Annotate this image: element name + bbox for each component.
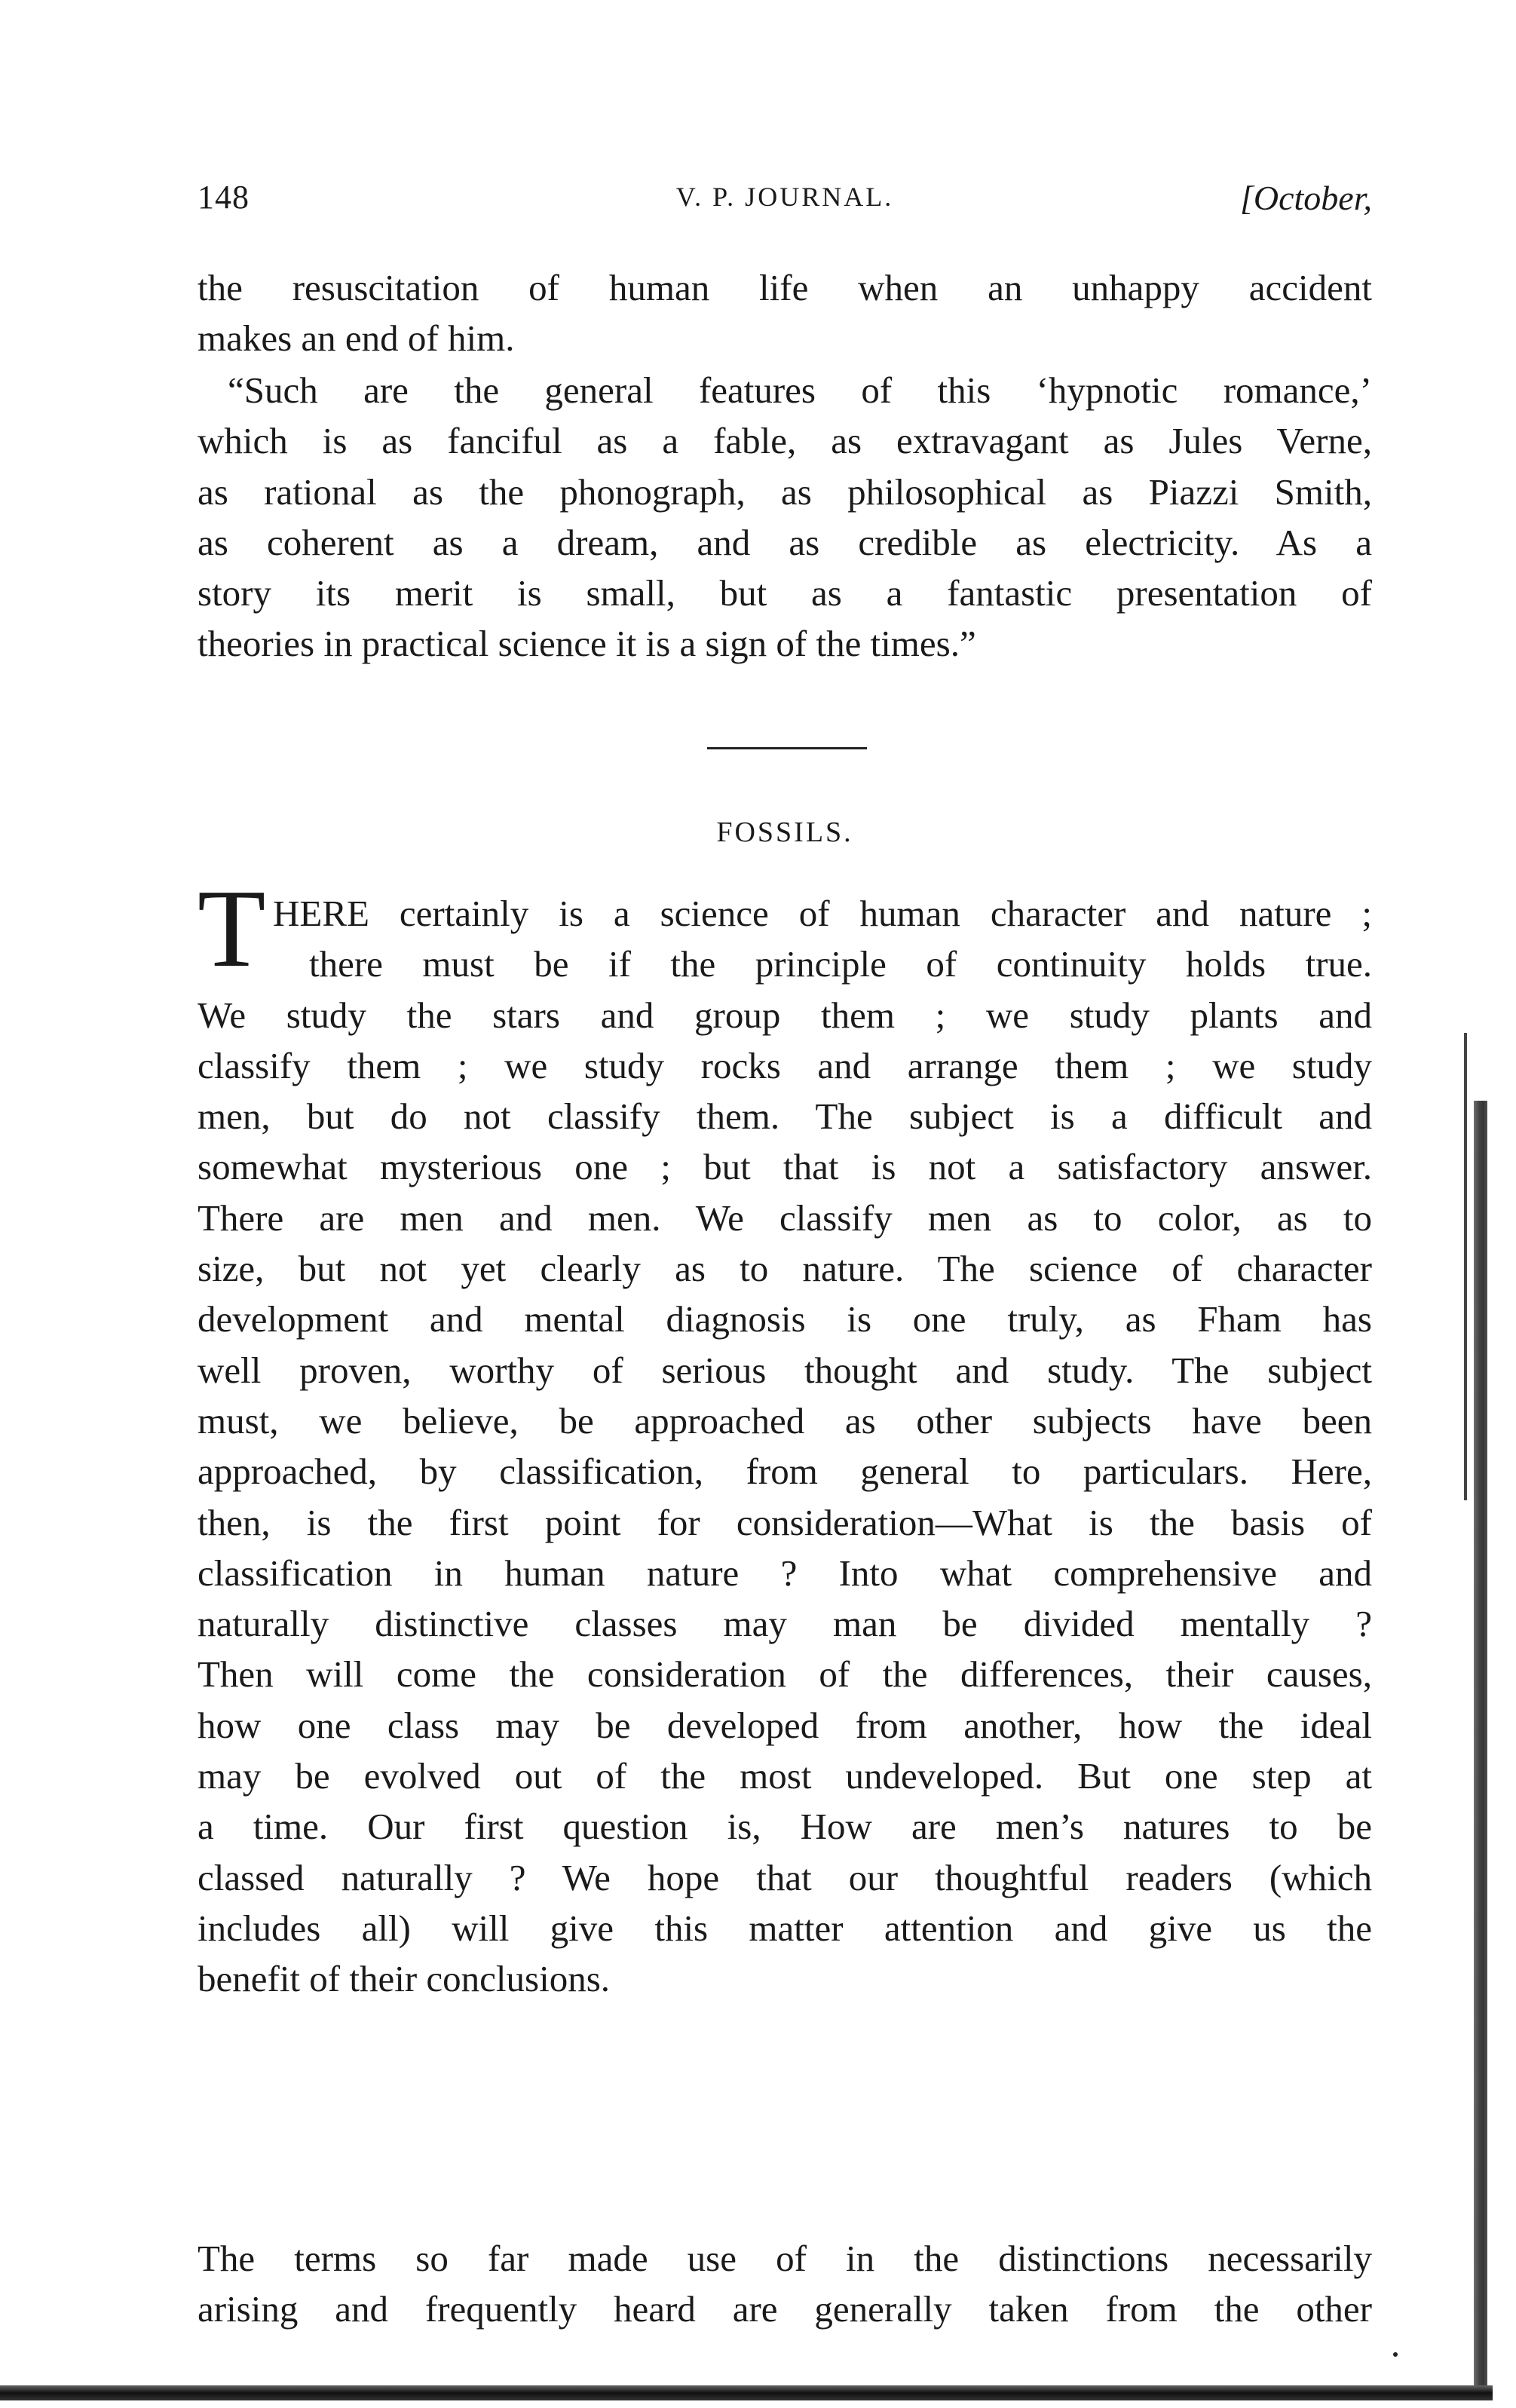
text-line: naturally distinctive classes may man be divided mentally ?: [198, 1603, 1372, 1645]
text-line: HERE certainly is a science of human character and nature ;: [273, 893, 1372, 934]
text-line: Then will come the consideration of the differences, their causes,: [198, 1653, 1372, 1696]
text-line: which is as fanciful as a fable, as extravagant as Jules Verne,: [198, 420, 1372, 462]
text-line: then, is the first point for consideration—What is the basis of: [198, 1501, 1372, 1543]
text-line: theories in practical science it is a sign of the times.”: [198, 623, 976, 665]
fossils-paragraph: [198, 888, 1372, 2005]
second-paragraph: [198, 2233, 1372, 2335]
text-line: classify them ; we study rocks and arrange them ; we study: [198, 1044, 1372, 1086]
page-bottom-shadow: [0, 2385, 1493, 2400]
text-line: story its merit is small, but as a fantastic presentation of: [198, 572, 1372, 614]
text-line: There are men and men. We classify men as to color, as to: [198, 1196, 1372, 1239]
text-line: as coherent as a dream, and as credible as electricity. As a: [198, 521, 1372, 563]
issue-month: [October,: [1239, 179, 1372, 217]
text-line: includes all) will give this matter attention and give us the: [198, 1907, 1372, 1949]
running-header: [198, 178, 1372, 223]
continued-paragraph: [198, 262, 1372, 364]
section-title: FOSSILS.: [716, 816, 853, 848]
text-line: The terms so far made use of in the distinctions necessarily: [198, 2238, 1372, 2279]
text-line: “Such are the general features of this ‘hypnotic romance,’: [228, 369, 1372, 411]
text-line: must, we believe, be approached as other subjects have been: [198, 1399, 1372, 1441]
text-line: makes an end of him.: [198, 317, 515, 360]
text-line: there must be if the principle of continuity holds true.: [309, 943, 1372, 985]
text-line: classification in human nature ? Into what comprehensive and: [198, 1552, 1372, 1594]
text-line: may be evolved out of the most undeveloped. But one step at: [198, 1755, 1372, 1797]
drop-cap: T: [198, 867, 266, 991]
text-line: approached, by classification, from general to particulars. Here,: [198, 1451, 1372, 1493]
section-divider: [707, 747, 867, 749]
text-line: arising and frequently heard are generally taken from the other: [198, 2288, 1372, 2330]
text-line: somewhat mysterious one ; but that is not a satisfactory answer.: [198, 1146, 1372, 1188]
text-line: benefit of their conclusions.: [198, 1958, 611, 2000]
text-line: as rational as the phonograph, as philosophical as Piazzi Smith,: [198, 470, 1372, 513]
page-edge-shadow: [1474, 1101, 1487, 2397]
quote-paragraph: [198, 365, 1372, 669]
page-edge-shadow-thin: [1464, 1033, 1467, 1500]
text-line: well proven, worthy of serious thought and study. The subject: [198, 1349, 1372, 1391]
ink-speck: [1393, 2352, 1398, 2357]
text-line: classed naturally ? We hope that our thoughtful readers (which: [198, 1856, 1372, 1898]
text-line: the resuscitation of human life when an unhappy accident: [198, 267, 1372, 308]
text-line: We study the stars and group them ; we study plants and: [198, 994, 1372, 1036]
journal-title: V. P. JOURNAL.: [675, 182, 894, 212]
text-line: how one class may be developed from another, how the ideal: [198, 1704, 1372, 1746]
text-line: men, but do not classify them. The subject is a difficult and: [198, 1095, 1372, 1138]
text-line: development and mental diagnosis is one truly, as Fham has: [198, 1298, 1372, 1340]
text-line: a time. Our first question is, How are men’s natures to be: [198, 1806, 1372, 1848]
text-line: size, but not yet clearly as to nature. The science of character: [198, 1248, 1372, 1290]
page-number: 148: [198, 179, 250, 216]
